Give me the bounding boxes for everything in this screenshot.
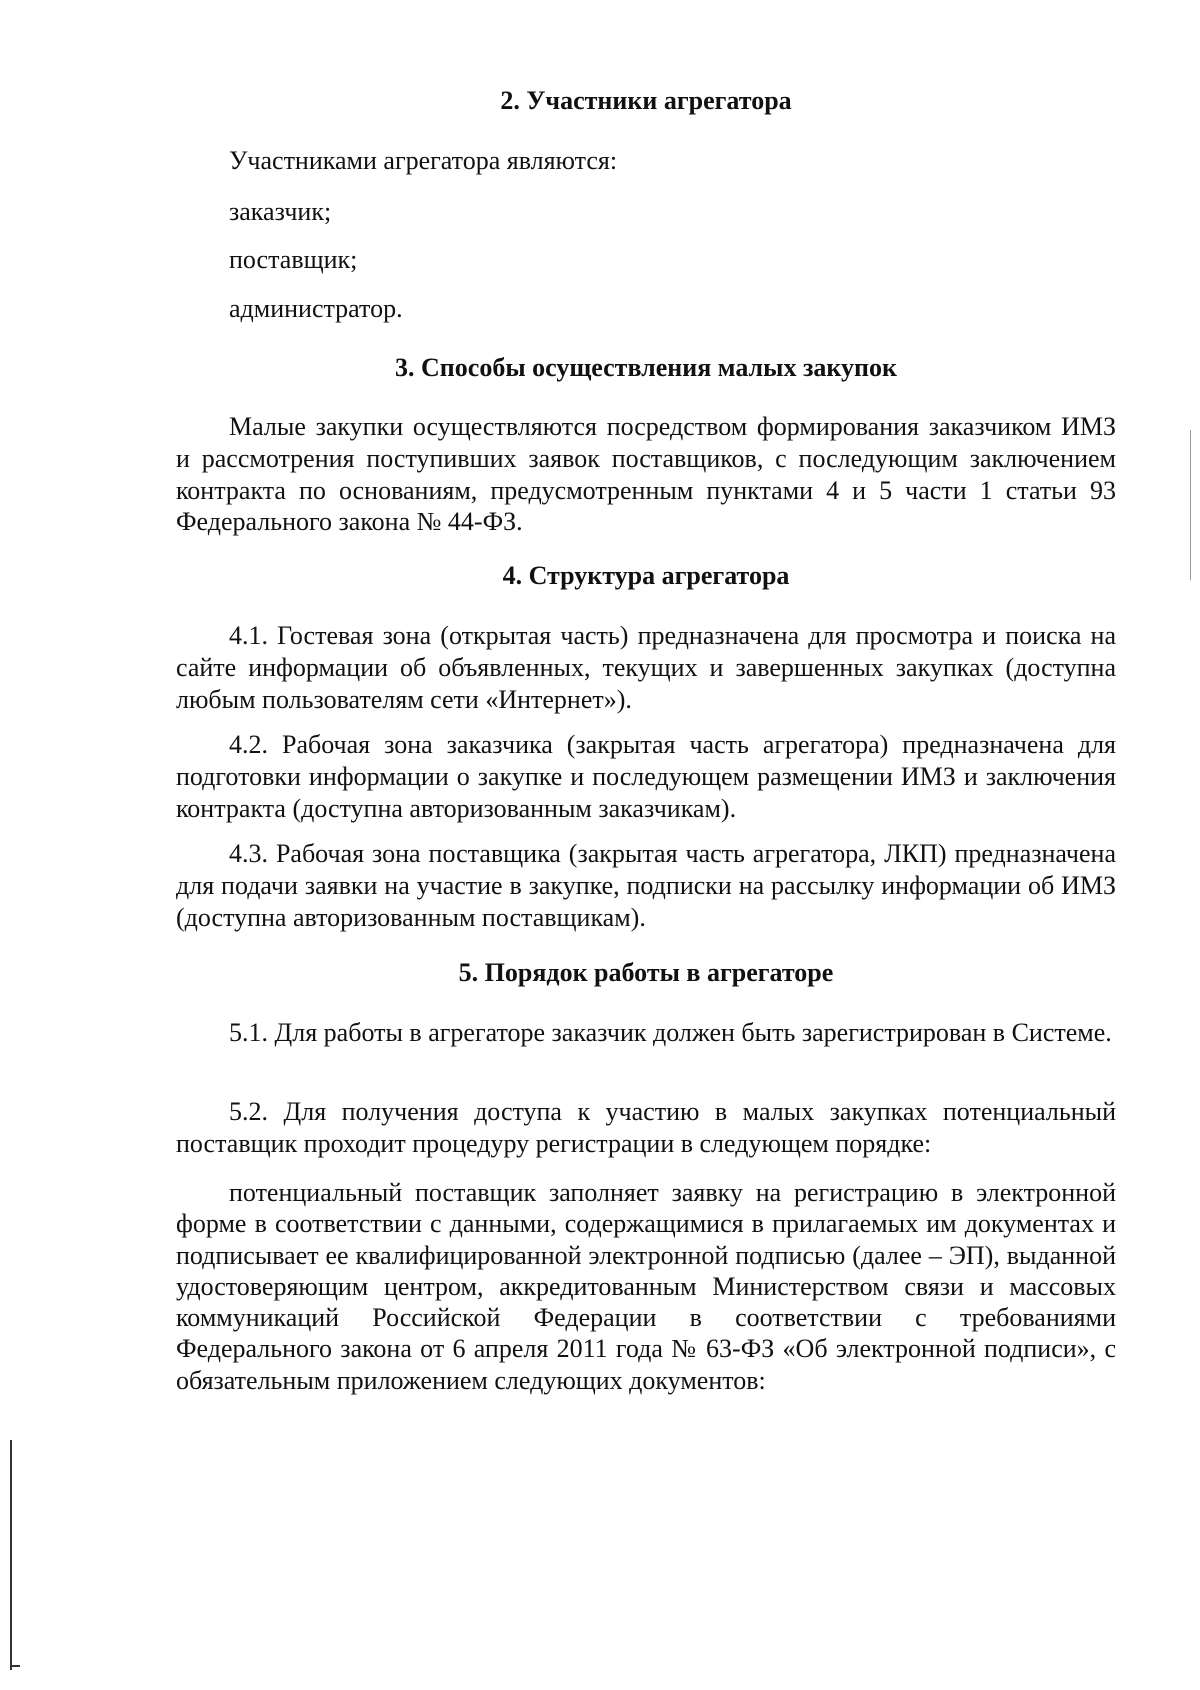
registration-procedure-paragraph: потенциальный поставщик заполняет заявку на регистрацию в электронной форме в соответствии с данными, содержащимися в прилагаемых им документах и подписывает ее квалифицированной электронной подписью (далее – ЭП), выданной удостоверяющим центром, аккредитованным Министерством связи и массовых коммуникаций Российской Федерации в соответствии с требованиями Федерального закона от 6 апреля 2011 года № 63-ФЗ «Об электронной подписи», с обязательным приложением следующих документов: [176, 1178, 1116, 1395]
paragraph-4-1: 4.1. Гостевая зона (открытая часть) предназначена для просмотра и поиска на сайте информации об объявленных, текущих и завершенных закупках (доступна любым пользователям сети «Интернет»). [176, 621, 1116, 714]
paragraph-4-3: 4.3. Рабочая зона поставщика (закрытая часть агрегатора, ЛКП) предназначена для подачи заявки на участие в закупке, подписки на рассылку информации об ИМЗ (доступна авторизованным поставщикам). [176, 839, 1116, 932]
scan-margin-line [10, 1440, 12, 1670]
paragraph-5-2: 5.2. Для получения доступа к участию в малых закупках потенциальный поставщик проходит процедуру регистрации в следующем порядке: [176, 1097, 1116, 1158]
participant-administrator: администратор. [229, 294, 403, 323]
participant-supplier: поставщик; [229, 245, 358, 274]
scan-edge-line [1190, 430, 1191, 580]
section-5-heading: 5. Порядок работы в агрегаторе [458, 958, 834, 987]
section-3-paragraph: Малые закупки осуществляются посредством формирования заказчиком ИМЗ и рассмотрения поступивших заявок поставщиков, с последующим заключением контракта по основаниям, предусмотренным пунктами 4 и 5 части 1 статьи 93 Федерального закона № 44-ФЗ. [176, 412, 1116, 537]
paragraph-5-1: 5.1. Для работы в агрегаторе заказчик должен быть зарегистрирован в Системе. [229, 1018, 1112, 1047]
paragraph-4-2: 4.2. Рабочая зона заказчика (закрытая часть агрегатора) предназначена для подготовки информации о закупке и последующем размещении ИМЗ и заключения контракта (доступна авторизованным заказчикам). [176, 730, 1116, 823]
participant-customer: заказчик; [229, 197, 332, 226]
scan-margin-corner [10, 1665, 20, 1667]
participants-intro: Участниками агрегатора являются: [229, 146, 618, 175]
section-3-heading: 3. Способы осуществления малых закупок [395, 353, 897, 382]
section-4-heading: 4. Структура агрегатора [502, 561, 790, 590]
section-2-heading: 2. Участники агрегатора [500, 86, 792, 115]
